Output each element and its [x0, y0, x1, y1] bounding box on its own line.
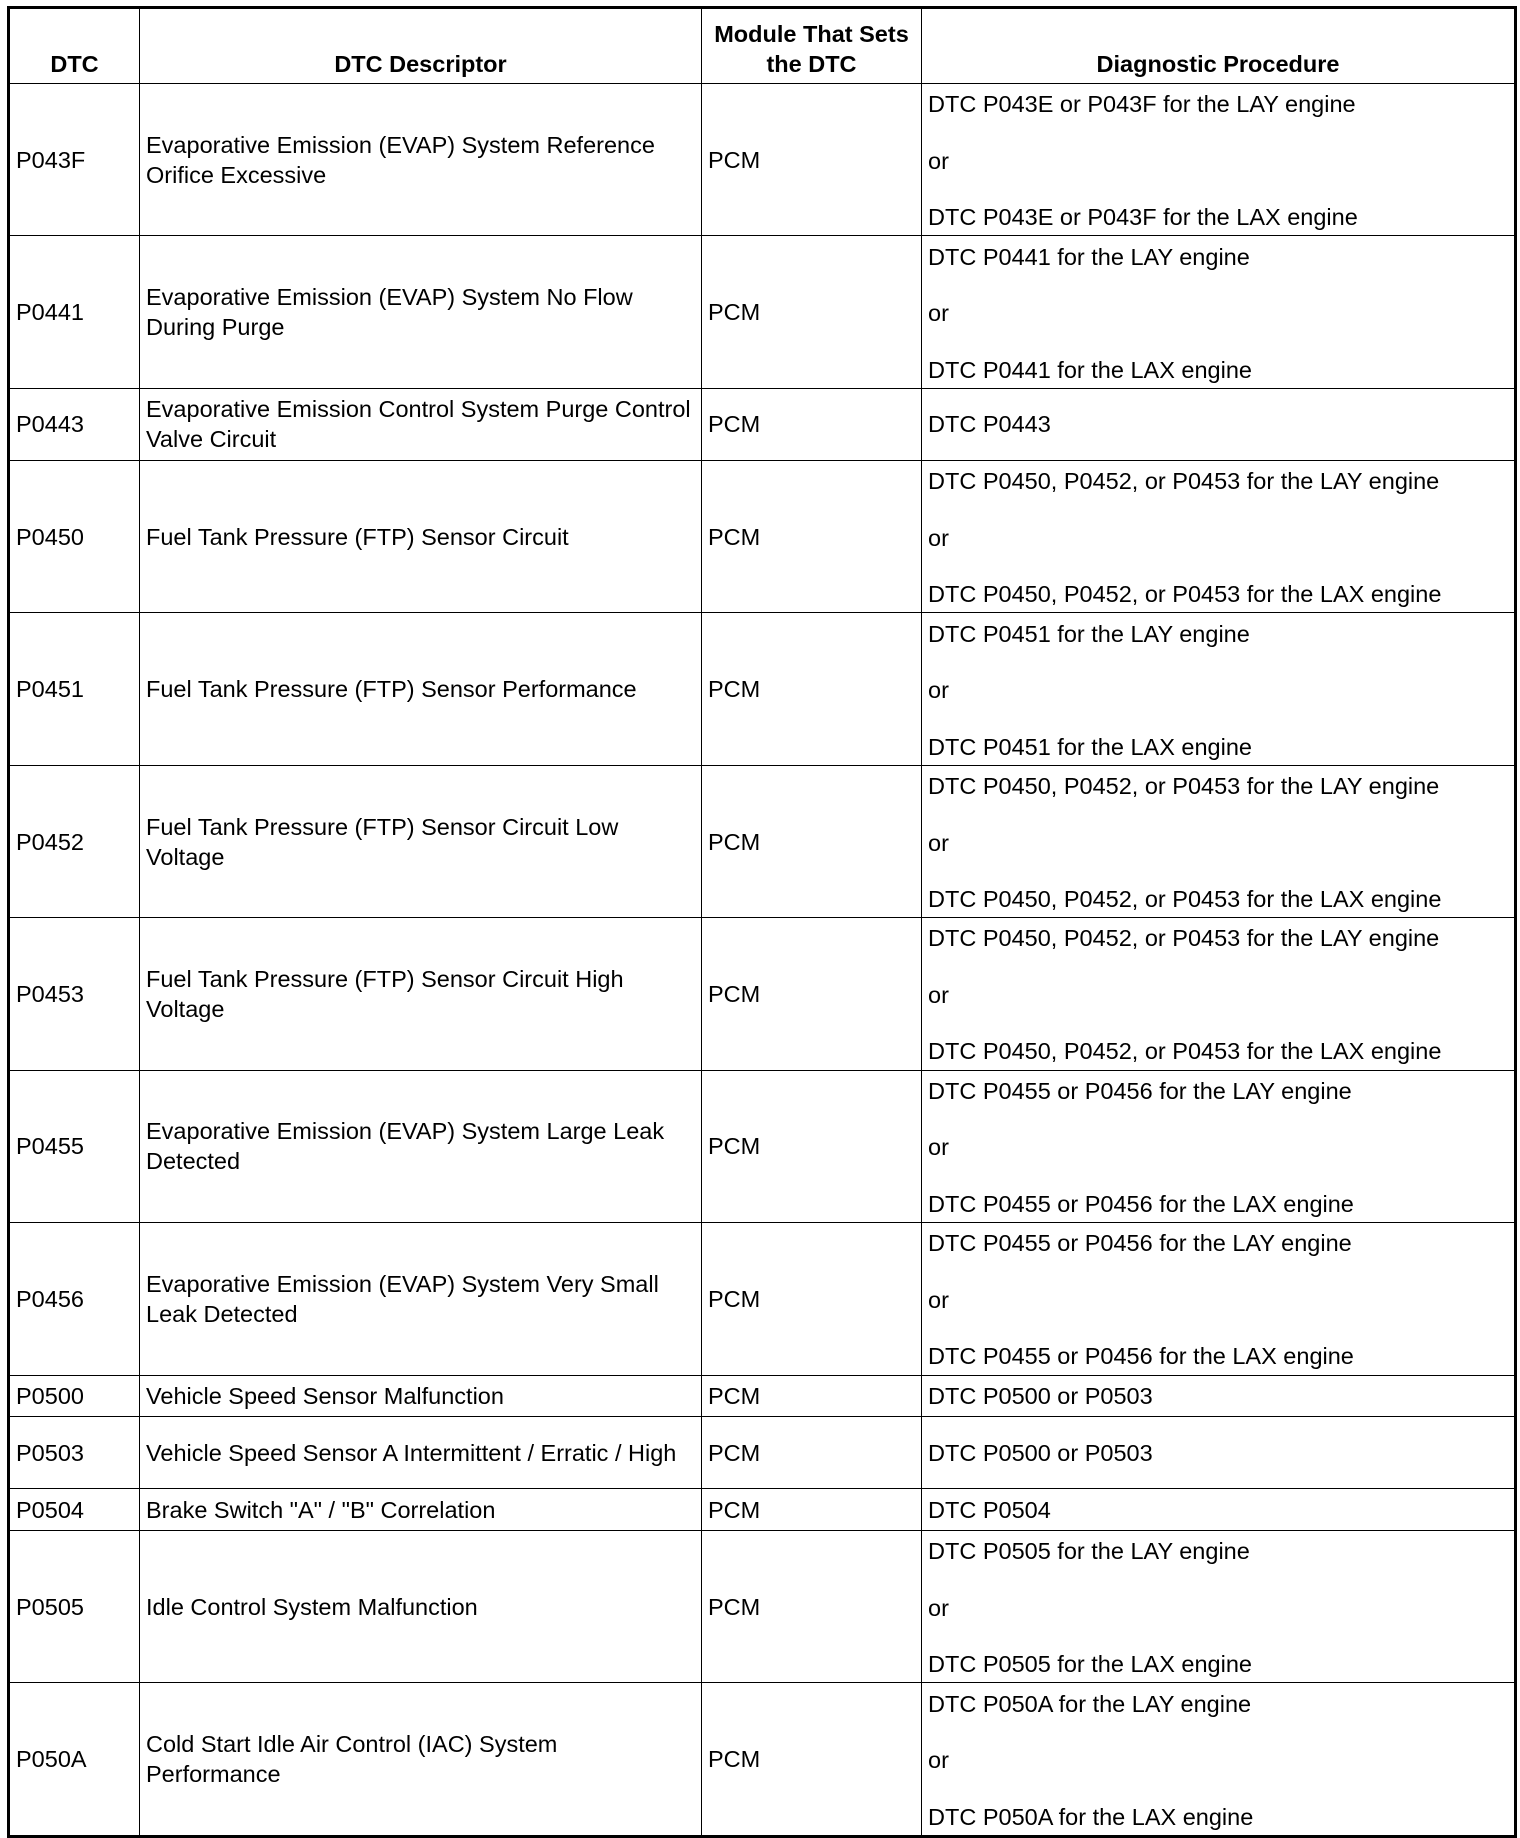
header-row [9, 8, 1516, 84]
dtc-descriptor-cell: Evaporative Emission (EVAP) System Reference Orifice Excessive [140, 84, 702, 236]
module-cell: PCM [702, 1489, 922, 1531]
module-cell: PCM [702, 1375, 922, 1417]
procedure-link-text: DTC P0450, P0452, or P0453 for the LAX engine [928, 581, 1442, 608]
dtc-descriptor-cell: Evaporative Emission Control System Purge Control Valve Circuit [140, 388, 702, 460]
procedure-or-text: or [928, 1286, 949, 1313]
procedure-link-text: DTC P0451 for the LAX engine [928, 733, 1252, 760]
table-row [9, 236, 1516, 388]
table-row [9, 1530, 1516, 1682]
diagnostic-procedure-cell [922, 1070, 1516, 1222]
module-cell: PCM [702, 388, 922, 460]
procedure-link-text: DTC P050A for the LAX engine [928, 1803, 1254, 1830]
dtc-code-cell: P0441 [9, 236, 140, 388]
dtc-descriptor-cell: Evaporative Emission (EVAP) System Large Leak Detected [140, 1070, 702, 1222]
procedure-link-text: DTC P0505 for the LAX engine [928, 1651, 1252, 1678]
diagnostic-procedure-cell [922, 1683, 1516, 1837]
dtc-descriptor-cell: Vehicle Speed Sensor Malfunction [140, 1375, 702, 1417]
table-row [9, 1417, 1516, 1489]
module-cell: PCM [702, 1683, 922, 1837]
procedure-link-text: DTC P0455 or P0456 for the LAY engine [928, 1077, 1352, 1104]
diagnostic-procedure-cell [922, 1530, 1516, 1682]
header-module: Module That Sets the DTC [702, 8, 922, 84]
procedure-or-text: or [928, 677, 949, 704]
module-cell: PCM [702, 1070, 922, 1222]
table-row [9, 84, 1516, 236]
dtc-descriptor-cell: Fuel Tank Pressure (FTP) Sensor Performance [140, 613, 702, 765]
module-cell: PCM [702, 765, 922, 917]
diagnostic-procedure-cell [922, 388, 1516, 460]
dtc-descriptor-cell: Evaporative Emission (EVAP) System No Flow During Purge [140, 236, 702, 388]
diagnostic-procedure-cell [922, 84, 1516, 236]
procedure-or-text: or [928, 524, 949, 551]
dtc-descriptor-cell: Idle Control System Malfunction [140, 1530, 702, 1682]
procedure-link-text: DTC P0450, P0452, or P0453 for the LAY engine [928, 468, 1440, 495]
procedure-or-text: or [928, 1134, 949, 1161]
module-cell: PCM [702, 613, 922, 765]
procedure-link-text: DTC P0450, P0452, or P0453 for the LAY engine [928, 925, 1440, 952]
procedure-link-text: DTC P043E or P043F for the LAX engine [928, 204, 1358, 231]
dtc-code-cell: P0450 [9, 460, 140, 612]
table-row [9, 918, 1516, 1070]
module-cell: PCM [702, 1530, 922, 1682]
procedure-or-text: or [928, 147, 949, 174]
procedure-link-text: DTC P0505 for the LAY engine [928, 1538, 1250, 1565]
table-row [9, 1223, 1516, 1375]
procedure-link-text: DTC P0450, P0452, or P0453 for the LAY engine [928, 773, 1440, 800]
table-row [9, 460, 1516, 612]
dtc-descriptor-cell: Cold Start Idle Air Control (IAC) System Performance [140, 1683, 702, 1837]
dtc-code-cell: P0503 [9, 1417, 140, 1489]
diagnostic-procedure-cell [922, 236, 1516, 388]
procedure-link-text: DTC P0443 [928, 411, 1051, 438]
procedure-link-text: DTC P0504 [928, 1496, 1051, 1523]
procedure-or-text: or [928, 300, 949, 327]
dtc-descriptor-cell: Evaporative Emission (EVAP) System Very Small Leak Detected [140, 1223, 702, 1375]
dtc-code-cell: P043F [9, 84, 140, 236]
header-descriptor: DTC Descriptor [140, 8, 702, 84]
diagnostic-procedure-cell [922, 1417, 1516, 1489]
diagnostic-procedure-cell [922, 613, 1516, 765]
procedure-or-text: or [928, 1594, 949, 1621]
module-cell: PCM [702, 236, 922, 388]
dtc-code-cell: P0505 [9, 1530, 140, 1682]
procedure-link-text: DTC P0455 or P0456 for the LAX engine [928, 1343, 1354, 1370]
procedure-link-text: DTC P0455 or P0456 for the LAY engine [928, 1230, 1352, 1257]
module-cell: PCM [702, 918, 922, 1070]
procedure-or-text: or [928, 981, 949, 1008]
table-row [9, 1489, 1516, 1531]
procedure-link-text: DTC P0441 for the LAY engine [928, 243, 1250, 270]
procedure-link-text: DTC P0500 or P0503 [928, 1382, 1153, 1409]
procedure-or-text: or [928, 1747, 949, 1774]
dtc-table [7, 6, 1517, 1838]
table-row [9, 765, 1516, 917]
dtc-descriptor-cell: Fuel Tank Pressure (FTP) Sensor Circuit Low Voltage [140, 765, 702, 917]
dtc-code-cell: P0451 [9, 613, 140, 765]
procedure-link-text: DTC P0451 for the LAY engine [928, 620, 1250, 647]
header-dtc: DTC [9, 8, 140, 84]
procedure-or-text: or [928, 829, 949, 856]
dtc-code-cell: P0455 [9, 1070, 140, 1222]
procedure-link-text: DTC P0441 for the LAX engine [928, 356, 1252, 383]
procedure-link-text: DTC P043E or P043F for the LAY engine [928, 91, 1356, 118]
diagnostic-procedure-cell [922, 460, 1516, 612]
dtc-descriptor-cell: Brake Switch "A" / "B" Correlation [140, 1489, 702, 1531]
table-row [9, 1683, 1516, 1837]
procedure-link-text: DTC P0455 or P0456 for the LAX engine [928, 1190, 1354, 1217]
table-row [9, 1070, 1516, 1222]
dtc-code-cell: P0453 [9, 918, 140, 1070]
table-body [9, 84, 1516, 1837]
procedure-link-text: DTC P0450, P0452, or P0453 for the LAX engine [928, 1038, 1442, 1065]
dtc-code-cell: P0456 [9, 1223, 140, 1375]
dtc-code-cell: P050A [9, 1683, 140, 1837]
module-cell: PCM [702, 84, 922, 236]
dtc-code-cell: P0504 [9, 1489, 140, 1531]
dtc-descriptor-cell: Fuel Tank Pressure (FTP) Sensor Circuit High Voltage [140, 918, 702, 1070]
diagnostic-procedure-cell [922, 765, 1516, 917]
diagnostic-procedure-cell [922, 1489, 1516, 1531]
procedure-link-text: DTC P0450, P0452, or P0453 for the LAX engine [928, 886, 1442, 913]
dtc-code-cell: P0500 [9, 1375, 140, 1417]
procedure-link-text: DTC P0500 or P0503 [928, 1439, 1153, 1466]
table-row [9, 613, 1516, 765]
header-procedure: Diagnostic Procedure [922, 8, 1516, 84]
diagnostic-procedure-cell [922, 1375, 1516, 1417]
dtc-descriptor-cell: Fuel Tank Pressure (FTP) Sensor Circuit [140, 460, 702, 612]
dtc-code-cell: P0443 [9, 388, 140, 460]
table-header [9, 8, 1516, 84]
module-cell: PCM [702, 1223, 922, 1375]
diagnostic-procedure-cell [922, 1223, 1516, 1375]
table-row [9, 388, 1516, 460]
dtc-descriptor-cell: Vehicle Speed Sensor A Intermittent / Erratic / High [140, 1417, 702, 1489]
dtc-code-cell: P0452 [9, 765, 140, 917]
module-cell: PCM [702, 460, 922, 612]
module-cell: PCM [702, 1417, 922, 1489]
table-row [9, 1375, 1516, 1417]
procedure-link-text: DTC P050A for the LAY engine [928, 1690, 1252, 1717]
diagnostic-procedure-cell [922, 918, 1516, 1070]
